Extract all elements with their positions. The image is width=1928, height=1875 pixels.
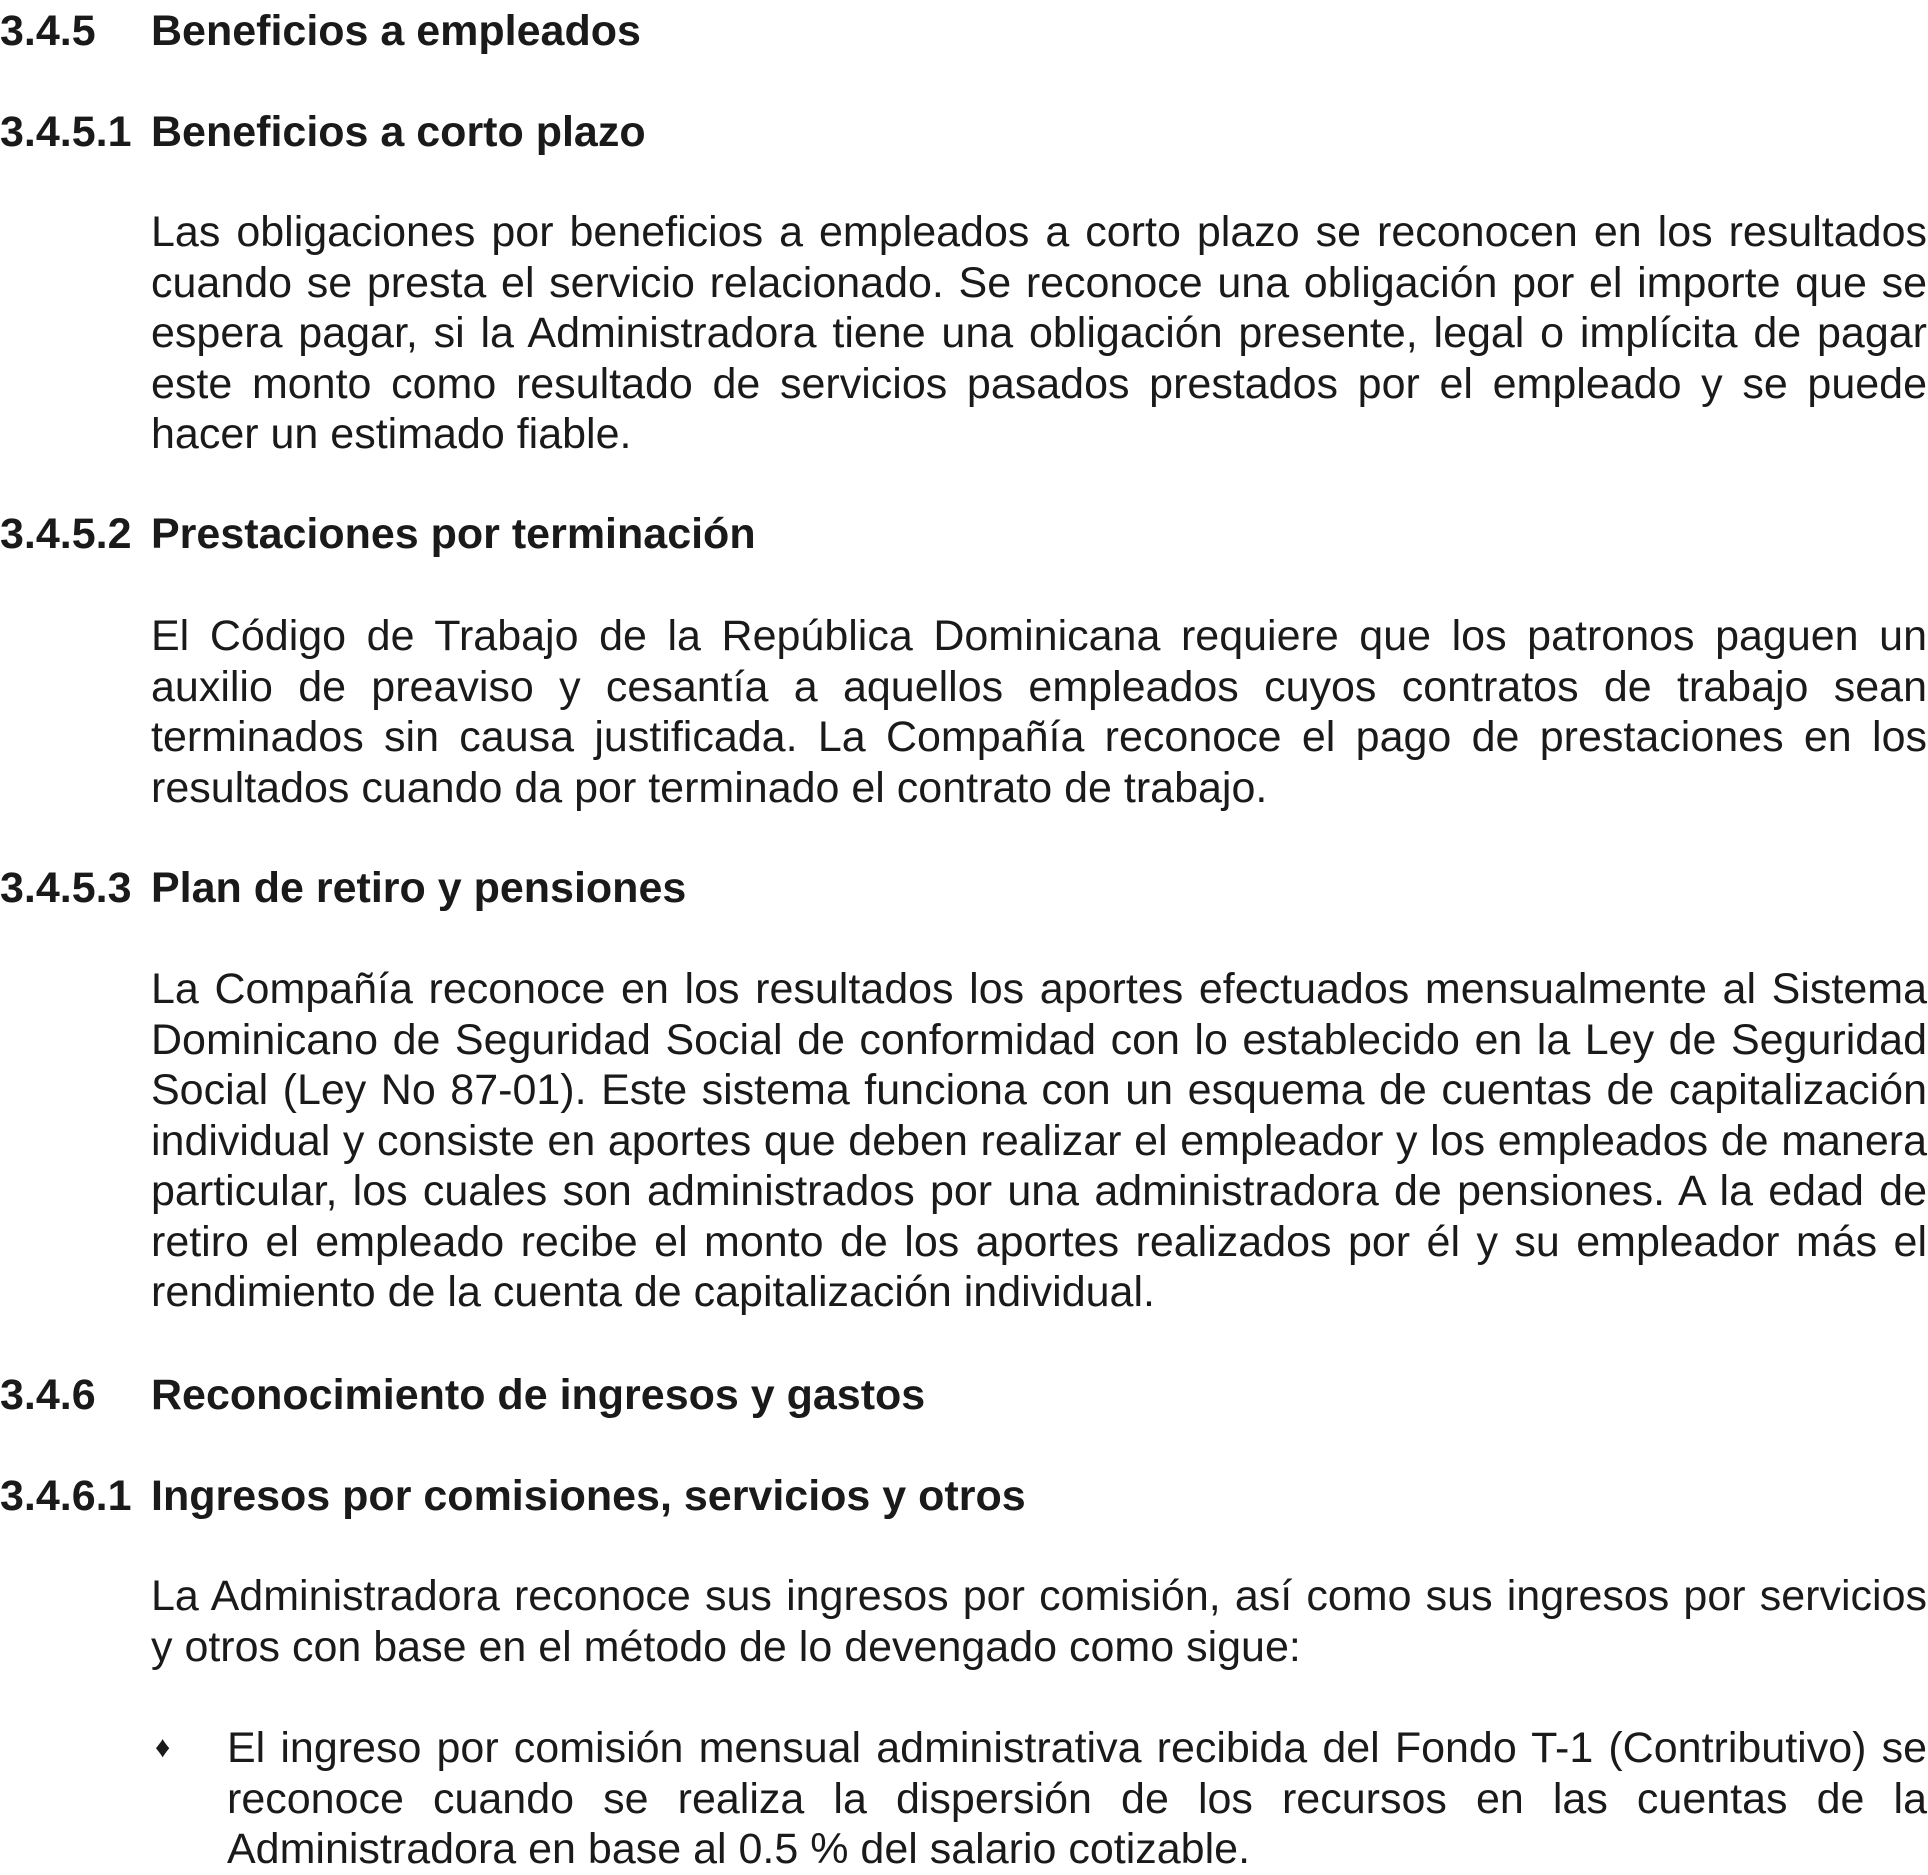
heading-3-4-5-2 [0, 506, 756, 562]
heading-number: 3.4.5.3 [0, 864, 132, 912]
heading-3-4-5-3 [0, 860, 686, 916]
paragraph-beneficios-corto-plazo: Las obligaciones por beneficios a empleados a corto plazo se reconocen en los resultados cuando se presta el servicio relacionado. Se reconoce una obligación por el importe que se espera pagar, si la Administradora tiene una obligación presente, legal o implícita de pagar este monto como resultado de servicios pasados prestados por el empleado y se puede hacer un estimado fiable. [151, 208, 1927, 458]
heading-title: Ingresos por comisiones, servicios y otros [151, 1472, 1026, 1520]
heading-number: 3.4.6.1 [0, 1472, 132, 1520]
heading-number: 3.4.5.1 [0, 108, 132, 156]
diamond-bullet-icon: ♦ [155, 1731, 171, 1764]
paragraph-ingresos-comisiones: La Administradora reconoce sus ingresos por comisión, así como sus ingresos por servicios y otros con base en el método de lo devengado como sigue: [151, 1572, 1927, 1671]
heading-title: Reconocimiento de ingresos y gastos [151, 1371, 926, 1419]
heading-title: Prestaciones por terminación [151, 510, 756, 558]
heading-3-4-6 [0, 1367, 925, 1423]
heading-number: 3.4.5.2 [0, 510, 132, 558]
heading-number: 3.4.6 [0, 1371, 96, 1419]
heading-3-4-5 [0, 3, 641, 59]
paragraph-prestaciones-terminacion: El Código de Trabajo de la República Dominicana requiere que los patronos paguen un auxilio de preaviso y cesantía a aquellos empleados cuyos contratos de trabajo sean terminados sin causa justificada. La Compañía reconoce el pago de prestaciones en los resultados cuando da por terminado el contrato de trabajo. [151, 612, 1927, 812]
heading-title: Plan de retiro y pensiones [151, 864, 687, 912]
heading-3-4-6-1 [0, 1468, 1026, 1524]
paragraph-plan-retiro-pensiones: La Compañía reconoce en los resultados los aportes efectuados mensualmente al Sistema Dominicano de Seguridad Social de conformidad con lo establecido en la Ley de Seguridad Social (Ley No 87-01). Este sistema funciona con un esquema de cuentas de capitalización individual y consiste en aportes que deben realizar el empleador y los empleados de manera particular, los cuales son administrados por una administradora de pensiones. A la edad de retiro el empleado recibe el monto de los aportes realizados por él y su empleador más el rendimiento de la cuenta de capitalización individual. [151, 965, 1927, 1316]
heading-title: Beneficios a corto plazo [151, 108, 646, 156]
heading-3-4-5-1 [0, 104, 646, 160]
list-item: El ingreso por comisión mensual administrativa recibida del Fondo T-1 (Contributivo) se reconoce cuando se realiza la dispersión de los recursos en las cuentas de la Administradora en base al 0.5 % del salario cotizable. [227, 1724, 1927, 1873]
heading-number: 3.4.5 [0, 7, 96, 55]
heading-title: Beneficios a empleados [151, 7, 641, 55]
